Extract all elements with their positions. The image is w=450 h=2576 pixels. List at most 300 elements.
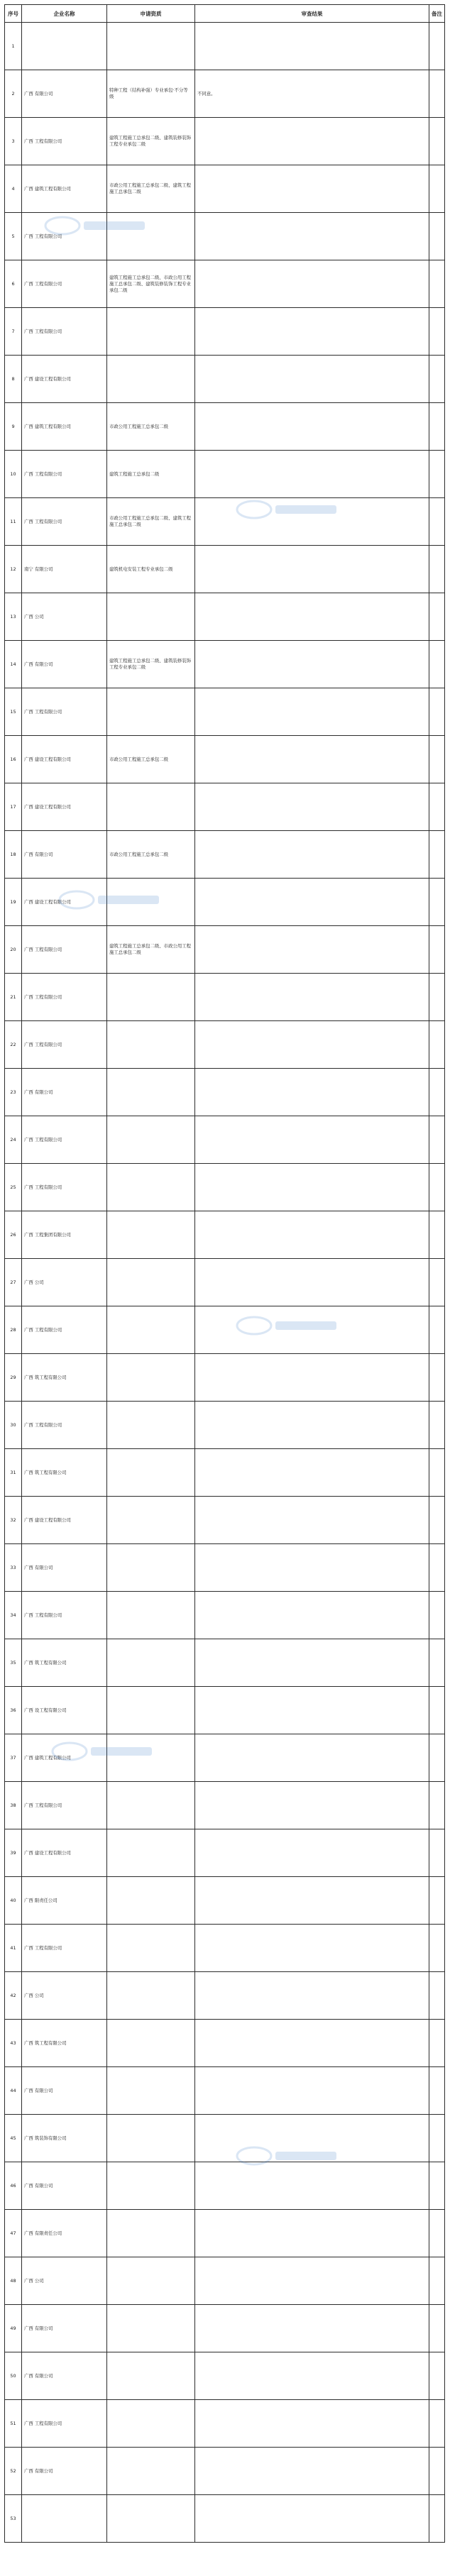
- review-result: [195, 1829, 429, 1877]
- table-row: [5, 1925, 445, 1972]
- company-name: 广西 建设工程有限公司: [22, 783, 107, 831]
- row-note: [429, 213, 445, 260]
- applied-qualification: [107, 1639, 195, 1687]
- row-note: [429, 23, 445, 70]
- company-name: 广西 有限公司: [22, 641, 107, 688]
- applied-qualification: [107, 1734, 195, 1782]
- row-note: [429, 260, 445, 308]
- applied-qualification: 建筑工程施工总承包二级、市政公用工程施工总承包二级: [107, 926, 195, 974]
- row-index: 9: [5, 403, 22, 451]
- review-result: [195, 451, 429, 498]
- company-name: 广西 工程有限公司: [22, 1592, 107, 1639]
- review-result: [195, 1021, 429, 1069]
- applied-qualification: [107, 879, 195, 926]
- row-note: [429, 308, 445, 356]
- row-note: [429, 1164, 445, 1211]
- table-row: [5, 736, 445, 783]
- company-name: 广西 工程有限公司: [22, 308, 107, 356]
- row-index: 16: [5, 736, 22, 783]
- review-result: [195, 1544, 429, 1592]
- review-result: [195, 2400, 429, 2448]
- applied-qualification: [107, 1449, 195, 1497]
- row-note: [429, 1877, 445, 1925]
- applied-qualification: [107, 1687, 195, 1734]
- row-note: [429, 926, 445, 974]
- review-result: [195, 260, 429, 308]
- row-note: [429, 1497, 445, 1544]
- table-row: [5, 2020, 445, 2067]
- company-name: 广西 工程有限公司: [22, 974, 107, 1021]
- review-result: [195, 1972, 429, 2020]
- row-index: 49: [5, 2305, 22, 2352]
- row-note: [429, 451, 445, 498]
- company-name: 广西 有限公司: [22, 2162, 107, 2210]
- review-result: [195, 2020, 429, 2067]
- table-row: [5, 1687, 445, 1734]
- table-row: [5, 2210, 445, 2257]
- table-row: [5, 403, 445, 451]
- row-note: [429, 1211, 445, 1259]
- row-note: [429, 641, 445, 688]
- review-result: [195, 308, 429, 356]
- row-index: 36: [5, 1687, 22, 1734]
- review-result: [195, 2162, 429, 2210]
- row-note: [429, 2162, 445, 2210]
- company-name: 广西 工程有限公司: [22, 1116, 107, 1164]
- row-note: [429, 974, 445, 1021]
- row-index: 28: [5, 1306, 22, 1354]
- applied-qualification: [107, 1164, 195, 1211]
- company-name: 广西 筑工程有限公司: [22, 1449, 107, 1497]
- applied-qualification: 建筑机电安装工程专业承包二级: [107, 546, 195, 593]
- row-index: 12: [5, 546, 22, 593]
- applied-qualification: [107, 1354, 195, 1402]
- row-note: [429, 70, 445, 118]
- row-note: [429, 1782, 445, 1829]
- applied-qualification: [107, 2305, 195, 2352]
- table-row: [5, 498, 445, 546]
- table-row: [5, 2162, 445, 2210]
- table-row: [5, 2400, 445, 2448]
- row-index: 4: [5, 165, 22, 213]
- table-row: [5, 213, 445, 260]
- company-name: 广西 工程有限公司: [22, 688, 107, 736]
- table-row: [5, 308, 445, 356]
- row-note: [429, 593, 445, 641]
- review-result: [195, 403, 429, 451]
- row-index: 42: [5, 1972, 22, 2020]
- table-row: [5, 926, 445, 974]
- row-note: [429, 1069, 445, 1116]
- applied-qualification: [107, 2448, 195, 2495]
- review-result: [195, 688, 429, 736]
- row-index: 40: [5, 1877, 22, 1925]
- table-row: [5, 1877, 445, 1925]
- review-result: [195, 1069, 429, 1116]
- row-note: [429, 1306, 445, 1354]
- applied-qualification: [107, 688, 195, 736]
- review-result: [195, 1449, 429, 1497]
- header-result: 审查结果: [195, 5, 429, 23]
- row-index: 44: [5, 2067, 22, 2115]
- review-result: [195, 593, 429, 641]
- applied-qualification: [107, 2020, 195, 2067]
- row-index: 13: [5, 593, 22, 641]
- table-row: [5, 165, 445, 213]
- row-index: 1: [5, 23, 22, 70]
- row-note: [429, 2020, 445, 2067]
- row-index: 52: [5, 2448, 22, 2495]
- applied-qualification: [107, 1544, 195, 1592]
- header-index: 序号: [5, 5, 22, 23]
- review-result: [195, 356, 429, 403]
- header-qualification: 申请资质: [107, 5, 195, 23]
- table-row: [5, 1449, 445, 1497]
- row-index: 23: [5, 1069, 22, 1116]
- table-row: [5, 1021, 445, 1069]
- row-index: 14: [5, 641, 22, 688]
- table-row: [5, 451, 445, 498]
- row-index: 43: [5, 2020, 22, 2067]
- applied-qualification: [107, 1592, 195, 1639]
- review-result: [195, 879, 429, 926]
- row-index: 15: [5, 688, 22, 736]
- row-note: [429, 1354, 445, 1402]
- table-row: [5, 1544, 445, 1592]
- review-result: [195, 118, 429, 165]
- review-result: [195, 1354, 429, 1402]
- table-row: [5, 23, 445, 70]
- company-name: 广西 限责任公司: [22, 1877, 107, 1925]
- table-row: [5, 356, 445, 403]
- review-result: [195, 2495, 429, 2543]
- row-index: 46: [5, 2162, 22, 2210]
- company-name: 广西 工程有限公司: [22, 1021, 107, 1069]
- row-note: [429, 2400, 445, 2448]
- row-note: [429, 1925, 445, 1972]
- company-name: 广西 公司: [22, 593, 107, 641]
- review-result: [195, 831, 429, 879]
- applied-qualification: 市政公用工程施工总承包二级: [107, 831, 195, 879]
- row-note: [429, 118, 445, 165]
- company-name: [22, 23, 107, 70]
- row-index: 34: [5, 1592, 22, 1639]
- row-index: 32: [5, 1497, 22, 1544]
- table-row: [5, 546, 445, 593]
- review-result: [195, 1592, 429, 1639]
- row-index: 35: [5, 1639, 22, 1687]
- company-name: 广西 有限公司: [22, 2305, 107, 2352]
- row-index: 31: [5, 1449, 22, 1497]
- applied-qualification: [107, 1782, 195, 1829]
- applied-qualification: 建筑工程施工总承包二级、建筑装修装饰工程专业承包二级: [107, 118, 195, 165]
- review-result: [195, 1164, 429, 1211]
- row-note: [429, 2495, 445, 2543]
- row-note: [429, 879, 445, 926]
- review-result: [195, 23, 429, 70]
- company-name: 广西 有限责任公司: [22, 2210, 107, 2257]
- table-row: [5, 2305, 445, 2352]
- row-note: [429, 1259, 445, 1306]
- row-note: [429, 1829, 445, 1877]
- applied-qualification: [107, 2352, 195, 2400]
- applied-qualification: [107, 2067, 195, 2115]
- applied-qualification: 建筑工程施工总承包二级、市政公用工程施工总承包二级、建筑装修装饰工程专业承包二级: [107, 260, 195, 308]
- row-note: [429, 2115, 445, 2162]
- review-result: [195, 1306, 429, 1354]
- company-name: 广西 建筑工程有限公司: [22, 403, 107, 451]
- applied-qualification: 特种工程（结构补强）专业承包·不分等级: [107, 70, 195, 118]
- review-result: [195, 1925, 429, 1972]
- applied-qualification: [107, 1116, 195, 1164]
- review-result: [195, 546, 429, 593]
- row-note: [429, 2352, 445, 2400]
- company-name: 广西 工程有限公司: [22, 926, 107, 974]
- row-index: 27: [5, 1259, 22, 1306]
- applied-qualification: 市政公用工程施工总承包二级: [107, 403, 195, 451]
- company-name: 广西 工程有限公司: [22, 451, 107, 498]
- company-name: 广西 有限公司: [22, 2067, 107, 2115]
- table-row: [5, 1069, 445, 1116]
- table-row: [5, 2257, 445, 2305]
- review-result: [195, 1782, 429, 1829]
- row-note: [429, 546, 445, 593]
- row-note: [429, 165, 445, 213]
- company-name: 广西 工程集团有限公司: [22, 1211, 107, 1259]
- company-name: 广西 有限公司: [22, 1069, 107, 1116]
- applied-qualification: [107, 1021, 195, 1069]
- company-name: 广西 建设工程有限公司: [22, 1829, 107, 1877]
- review-result: [195, 2115, 429, 2162]
- applied-qualification: [107, 2162, 195, 2210]
- applied-qualification: [107, 2400, 195, 2448]
- applied-qualification: [107, 1069, 195, 1116]
- review-result: [195, 641, 429, 688]
- row-note: [429, 356, 445, 403]
- row-index: 3: [5, 118, 22, 165]
- row-note: [429, 498, 445, 546]
- applied-qualification: [107, 1877, 195, 1925]
- review-result: [195, 1497, 429, 1544]
- review-result: [195, 1402, 429, 1449]
- table-row: [5, 1497, 445, 1544]
- row-note: [429, 2448, 445, 2495]
- row-note: [429, 831, 445, 879]
- row-index: 45: [5, 2115, 22, 2162]
- row-index: 17: [5, 783, 22, 831]
- company-name: 南宁 有限公司: [22, 546, 107, 593]
- table-row: [5, 260, 445, 308]
- company-name: 广西 工程有限公司: [22, 1306, 107, 1354]
- row-note: [429, 2210, 445, 2257]
- row-note: [429, 1402, 445, 1449]
- applied-qualification: [107, 2257, 195, 2305]
- row-index: 41: [5, 1925, 22, 1972]
- row-note: [429, 783, 445, 831]
- company-name: 广西 公司: [22, 1259, 107, 1306]
- review-result: [195, 2210, 429, 2257]
- review-result: [195, 1734, 429, 1782]
- row-index: 50: [5, 2352, 22, 2400]
- row-index: 20: [5, 926, 22, 974]
- table-row: [5, 2115, 445, 2162]
- row-index: 6: [5, 260, 22, 308]
- company-name: 广西 筑工程有限公司: [22, 1354, 107, 1402]
- company-name: 广西 有限公司: [22, 2448, 107, 2495]
- review-result: [195, 974, 429, 1021]
- applied-qualification: [107, 1497, 195, 1544]
- table-row: [5, 1354, 445, 1402]
- table-row: [5, 1829, 445, 1877]
- applied-qualification: [107, 23, 195, 70]
- row-index: 19: [5, 879, 22, 926]
- row-index: 18: [5, 831, 22, 879]
- company-name: 广西 工程有限公司: [22, 260, 107, 308]
- row-index: 25: [5, 1164, 22, 1211]
- row-index: 33: [5, 1544, 22, 1592]
- table-row: [5, 1592, 445, 1639]
- table-row: [5, 1116, 445, 1164]
- row-note: [429, 1021, 445, 1069]
- applied-qualification: [107, 974, 195, 1021]
- row-index: 26: [5, 1211, 22, 1259]
- applied-qualification: [107, 783, 195, 831]
- applied-qualification: 市政公用工程施工总承包二级: [107, 736, 195, 783]
- table-row: [5, 688, 445, 736]
- applied-qualification: 建筑工程施工总承包二级、建筑装修装饰工程专业承包二级: [107, 641, 195, 688]
- table-row: [5, 879, 445, 926]
- company-name: 广西 设工程有限公司: [22, 1687, 107, 1734]
- applied-qualification: 建筑工程施工总承包二级: [107, 451, 195, 498]
- review-result: [195, 1687, 429, 1734]
- applied-qualification: [107, 593, 195, 641]
- applied-qualification: [107, 2115, 195, 2162]
- row-index: 21: [5, 974, 22, 1021]
- company-name: 广西 建筑工程有限公司: [22, 165, 107, 213]
- review-result: [195, 926, 429, 974]
- row-note: [429, 688, 445, 736]
- review-result: [195, 783, 429, 831]
- company-name: 广西 筑工程有限公司: [22, 2020, 107, 2067]
- company-name: 广西 筑装饰有限公司: [22, 2115, 107, 2162]
- company-name: 广西 建设工程有限公司: [22, 736, 107, 783]
- header-note: 备注: [429, 5, 445, 23]
- table-row: [5, 974, 445, 1021]
- row-index: 39: [5, 1829, 22, 1877]
- table-row: [5, 1402, 445, 1449]
- company-name: 广西 建设工程有限公司: [22, 879, 107, 926]
- row-note: [429, 736, 445, 783]
- company-name: 广西 工程有限公司: [22, 118, 107, 165]
- row-index: 38: [5, 1782, 22, 1829]
- review-result: [195, 1877, 429, 1925]
- row-index: 8: [5, 356, 22, 403]
- header-company: 企业名称: [22, 5, 107, 23]
- row-note: [429, 1449, 445, 1497]
- review-result: [195, 1211, 429, 1259]
- table-header-row: [5, 5, 445, 23]
- review-result: [195, 2257, 429, 2305]
- row-index: 37: [5, 1734, 22, 1782]
- company-name: 广西 工程有限公司: [22, 498, 107, 546]
- row-index: 30: [5, 1402, 22, 1449]
- table-row: [5, 1259, 445, 1306]
- row-note: [429, 1544, 445, 1592]
- company-name: 广西 工程有限公司: [22, 1925, 107, 1972]
- review-result: [195, 2067, 429, 2115]
- applied-qualification: [107, 1925, 195, 1972]
- row-index: 53: [5, 2495, 22, 2543]
- table-row: [5, 118, 445, 165]
- applied-qualification: [107, 1829, 195, 1877]
- table-row: [5, 641, 445, 688]
- table-row: [5, 2495, 445, 2543]
- review-result: [195, 2305, 429, 2352]
- review-result: [195, 213, 429, 260]
- row-note: [429, 1116, 445, 1164]
- company-name: 广西 公司: [22, 1972, 107, 2020]
- table-row: [5, 2448, 445, 2495]
- review-result: [195, 736, 429, 783]
- table-row: [5, 1734, 445, 1782]
- applied-qualification: [107, 213, 195, 260]
- row-note: [429, 1734, 445, 1782]
- review-result: [195, 498, 429, 546]
- table-row: [5, 2067, 445, 2115]
- applied-qualification: [107, 2495, 195, 2543]
- applied-qualification: [107, 1259, 195, 1306]
- row-index: 11: [5, 498, 22, 546]
- company-name: 广西 工程有限公司: [22, 2400, 107, 2448]
- row-note: [429, 1687, 445, 1734]
- company-name: 广西 工程有限公司: [22, 213, 107, 260]
- table-row: [5, 2352, 445, 2400]
- row-index: 5: [5, 213, 22, 260]
- row-index: 22: [5, 1021, 22, 1069]
- row-index: 47: [5, 2210, 22, 2257]
- applied-qualification: 市政公用工程施工总承包二级、建筑工程施工总承包二级: [107, 165, 195, 213]
- table-row: [5, 1972, 445, 2020]
- company-name: 广西 筑工程有限公司: [22, 1639, 107, 1687]
- row-index: 2: [5, 70, 22, 118]
- table-row: [5, 1639, 445, 1687]
- table-row: [5, 831, 445, 879]
- table-row: [5, 1164, 445, 1211]
- company-name: 广西 有限公司: [22, 70, 107, 118]
- applied-qualification: [107, 1972, 195, 2020]
- applied-qualification: [107, 2210, 195, 2257]
- row-index: 29: [5, 1354, 22, 1402]
- review-result: [195, 1639, 429, 1687]
- review-results-sheet: [4, 4, 444, 2543]
- company-name: 广西 有限公司: [22, 1544, 107, 1592]
- table-row: [5, 783, 445, 831]
- row-note: [429, 1592, 445, 1639]
- review-result: [195, 165, 429, 213]
- row-index: 7: [5, 308, 22, 356]
- company-name: 广西 公司: [22, 2257, 107, 2305]
- review-result: [195, 1116, 429, 1164]
- table-row: [5, 70, 445, 118]
- applied-qualification: [107, 356, 195, 403]
- row-index: 51: [5, 2400, 22, 2448]
- review-results-table: [4, 4, 445, 2543]
- review-result: 不同意。: [195, 70, 429, 118]
- table-row: [5, 1211, 445, 1259]
- row-index: 48: [5, 2257, 22, 2305]
- table-row: [5, 1306, 445, 1354]
- applied-qualification: [107, 1402, 195, 1449]
